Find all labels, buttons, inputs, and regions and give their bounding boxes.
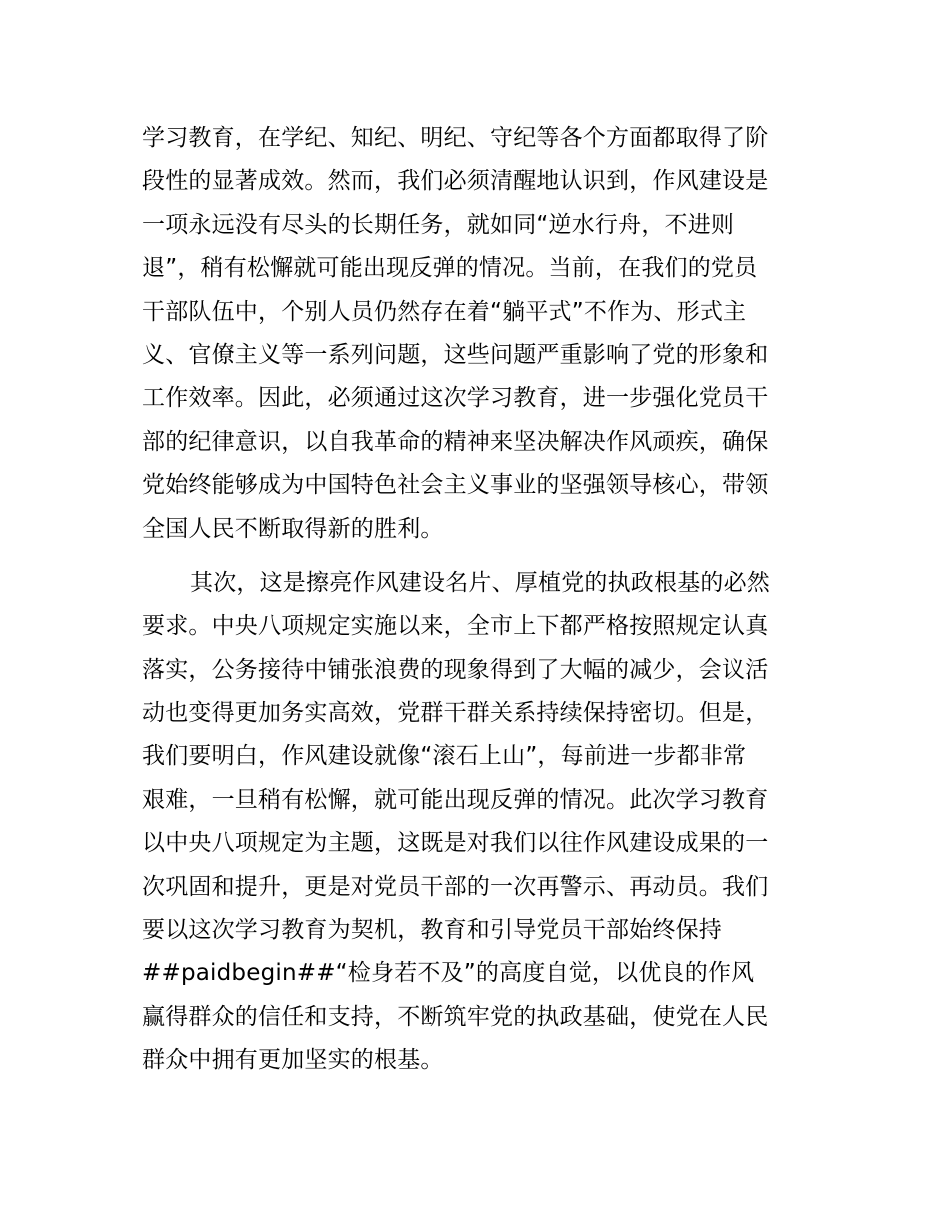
paragraph-1-line-9: 党始终能够成为中国特色社会主义事业的坚强领导核心，带领 bbox=[142, 472, 769, 499]
paragraph-2-line-5: 我们要明白，作风建设就像“滚石上山”，每前进一步都非常 bbox=[142, 743, 747, 770]
paragraph-1-line-2: 段性的显著成效。然而，我们必须清醒地认识到，作风建设是 bbox=[142, 168, 769, 195]
paragraph-2-line-8: 次巩固和提升，更是对党员干部的一次再警示、再动员。我们 bbox=[142, 873, 769, 900]
paragraph-2 bbox=[142, 562, 822, 1083]
paragraph-1-line-1: 学习教育，在学纪、知纪、明纪、守纪等各个方面都取得了阶 bbox=[142, 125, 769, 151]
paragraph-2-line-12: 群众中拥有更加坚实的根基。 bbox=[142, 1047, 444, 1074]
document-body bbox=[142, 117, 822, 1083]
paragraph-2-line-3: 落实，公务接待中铺张浪费的现象得到了大幅的减少，会议活 bbox=[142, 656, 769, 683]
paragraph-2-line-7: 以中央八项规定为主题，这既是对我们以往作风建设成果的一 bbox=[142, 830, 769, 857]
paragraph-1-line-10: 全国人民不断取得新的胜利。 bbox=[142, 515, 444, 542]
paragraph-1 bbox=[142, 117, 822, 551]
paragraph-2-line-6: 艰难，一旦稍有松懈，就可能出现反弹的情况。此次学习教育 bbox=[142, 786, 769, 813]
paragraph-2-line-10: ##paidbegin##“检身若不及”的高度自觉，以优良的作风 bbox=[142, 960, 755, 987]
paragraph-1-line-5: 干部队伍中，个别人员仍然存在着“躺平式”不作为、形式主 bbox=[142, 298, 747, 325]
paragraph-2-line-2: 要求。中央八项规定实施以来，全市上下都严格按照规定认真 bbox=[142, 613, 769, 640]
paragraph-1-line-8: 部的纪律意识，以自我革命的精神来坚决解决作风顽疾，确保 bbox=[142, 428, 769, 455]
paragraph-2-line-1: 其次，这是擦亮作风建设名片、厚植党的执政根基的必然 bbox=[190, 569, 770, 596]
paragraph-1-line-3: 一项永远没有尽头的长期任务，就如同“逆水行舟，不进则 bbox=[142, 211, 735, 238]
paragraph-2-line-4: 动也变得更加务实高效，党群干群关系持续保持密切。但是， bbox=[142, 700, 769, 727]
paragraph-gap bbox=[142, 551, 822, 562]
paragraph-1-line-4: 退”，稍有松懈就可能出现反弹的情况。当前，在我们的党员 bbox=[142, 255, 758, 282]
paragraph-1-line-6: 义、官僚主义等一系列问题，这些问题严重影响了党的形象和 bbox=[142, 341, 769, 368]
paragraph-2-line-9: 要以这次学习教育为契机，教育和引导党员干部始终保持 bbox=[142, 917, 722, 944]
paragraph-2-line-11: 赢得群众的信任和支持，不断筑牢党的执政基础，使党在人民 bbox=[142, 1003, 769, 1030]
paragraph-1-line-7: 工作效率。因此，必须通过这次学习教育，进一步强化党员干 bbox=[142, 385, 769, 412]
